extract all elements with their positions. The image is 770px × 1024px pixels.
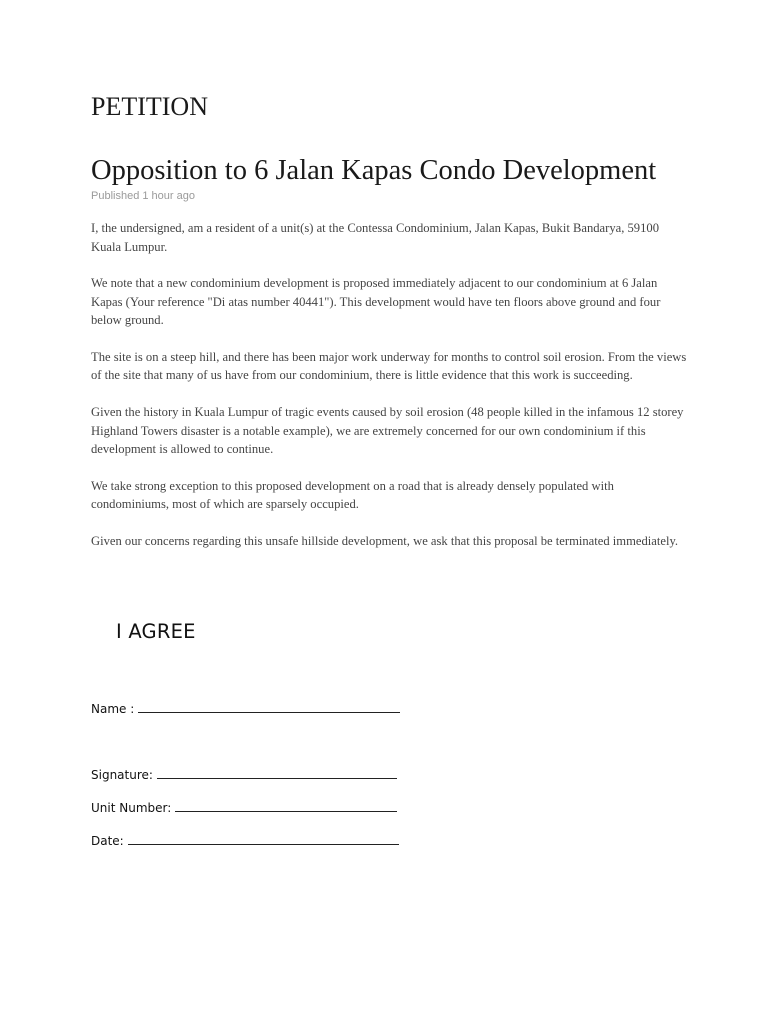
unit-number-label: Unit Number: — [91, 801, 176, 815]
published-timestamp: Published 1 hour ago — [91, 190, 195, 202]
date-label: Date: — [91, 834, 128, 848]
paragraph-history: Given the history in Kuala Lumpur of tragic events caused by soil erosion (48 people killed in the infamous 12 storey Highland Towers disaster is a notable example), we are extremely concerned for our own condominium if this development is allowed to continue. — [91, 405, 684, 457]
page-title: Opposition to 6 Jalan Kapas Condo Development — [91, 155, 657, 186]
unit-number-field[interactable] — [91, 799, 397, 815]
petition-body — [91, 219, 691, 569]
signature-field[interactable] — [91, 766, 397, 782]
paragraph-development: We note that a new condominium development is proposed immediately adjacent to our condominium at 6 Jalan Kapas (Your reference "Di atas number 40441"). This development would have ten floors above ground and four below ground. — [91, 276, 661, 328]
paragraph-request: Given our concerns regarding this unsafe hillside development, we ask that this proposal be terminated immediately. — [91, 533, 679, 548]
paragraph-site: The site is on a steep hill, and there has been major work underway for months to control soil erosion. From the views of the site that many of us have from our condominium, there is little evidence that this work is succeeding. — [91, 349, 687, 383]
paragraph-exception: We take strong exception to this proposed development on a road that is already densely populated with condominiums, most of which are sparsely occupied. — [91, 478, 614, 512]
date-line[interactable] — [128, 832, 399, 845]
name-field[interactable] — [91, 700, 400, 716]
petition-label: PETITION — [91, 92, 208, 121]
unit-number-line[interactable] — [175, 799, 397, 812]
name-label: Name : — [91, 702, 139, 716]
i-agree-heading: I AGREE — [116, 620, 196, 643]
signature-label: Signature: — [91, 768, 157, 782]
name-line[interactable] — [138, 700, 400, 713]
date-field[interactable] — [91, 832, 399, 848]
signature-line[interactable] — [157, 766, 397, 779]
paragraph-residency: I, the undersigned, am a resident of a unit(s) at the Contessa Condominium, Jalan Kapas, Bukit Bandarya, 59100 Kuala Lumpur. — [91, 221, 659, 254]
